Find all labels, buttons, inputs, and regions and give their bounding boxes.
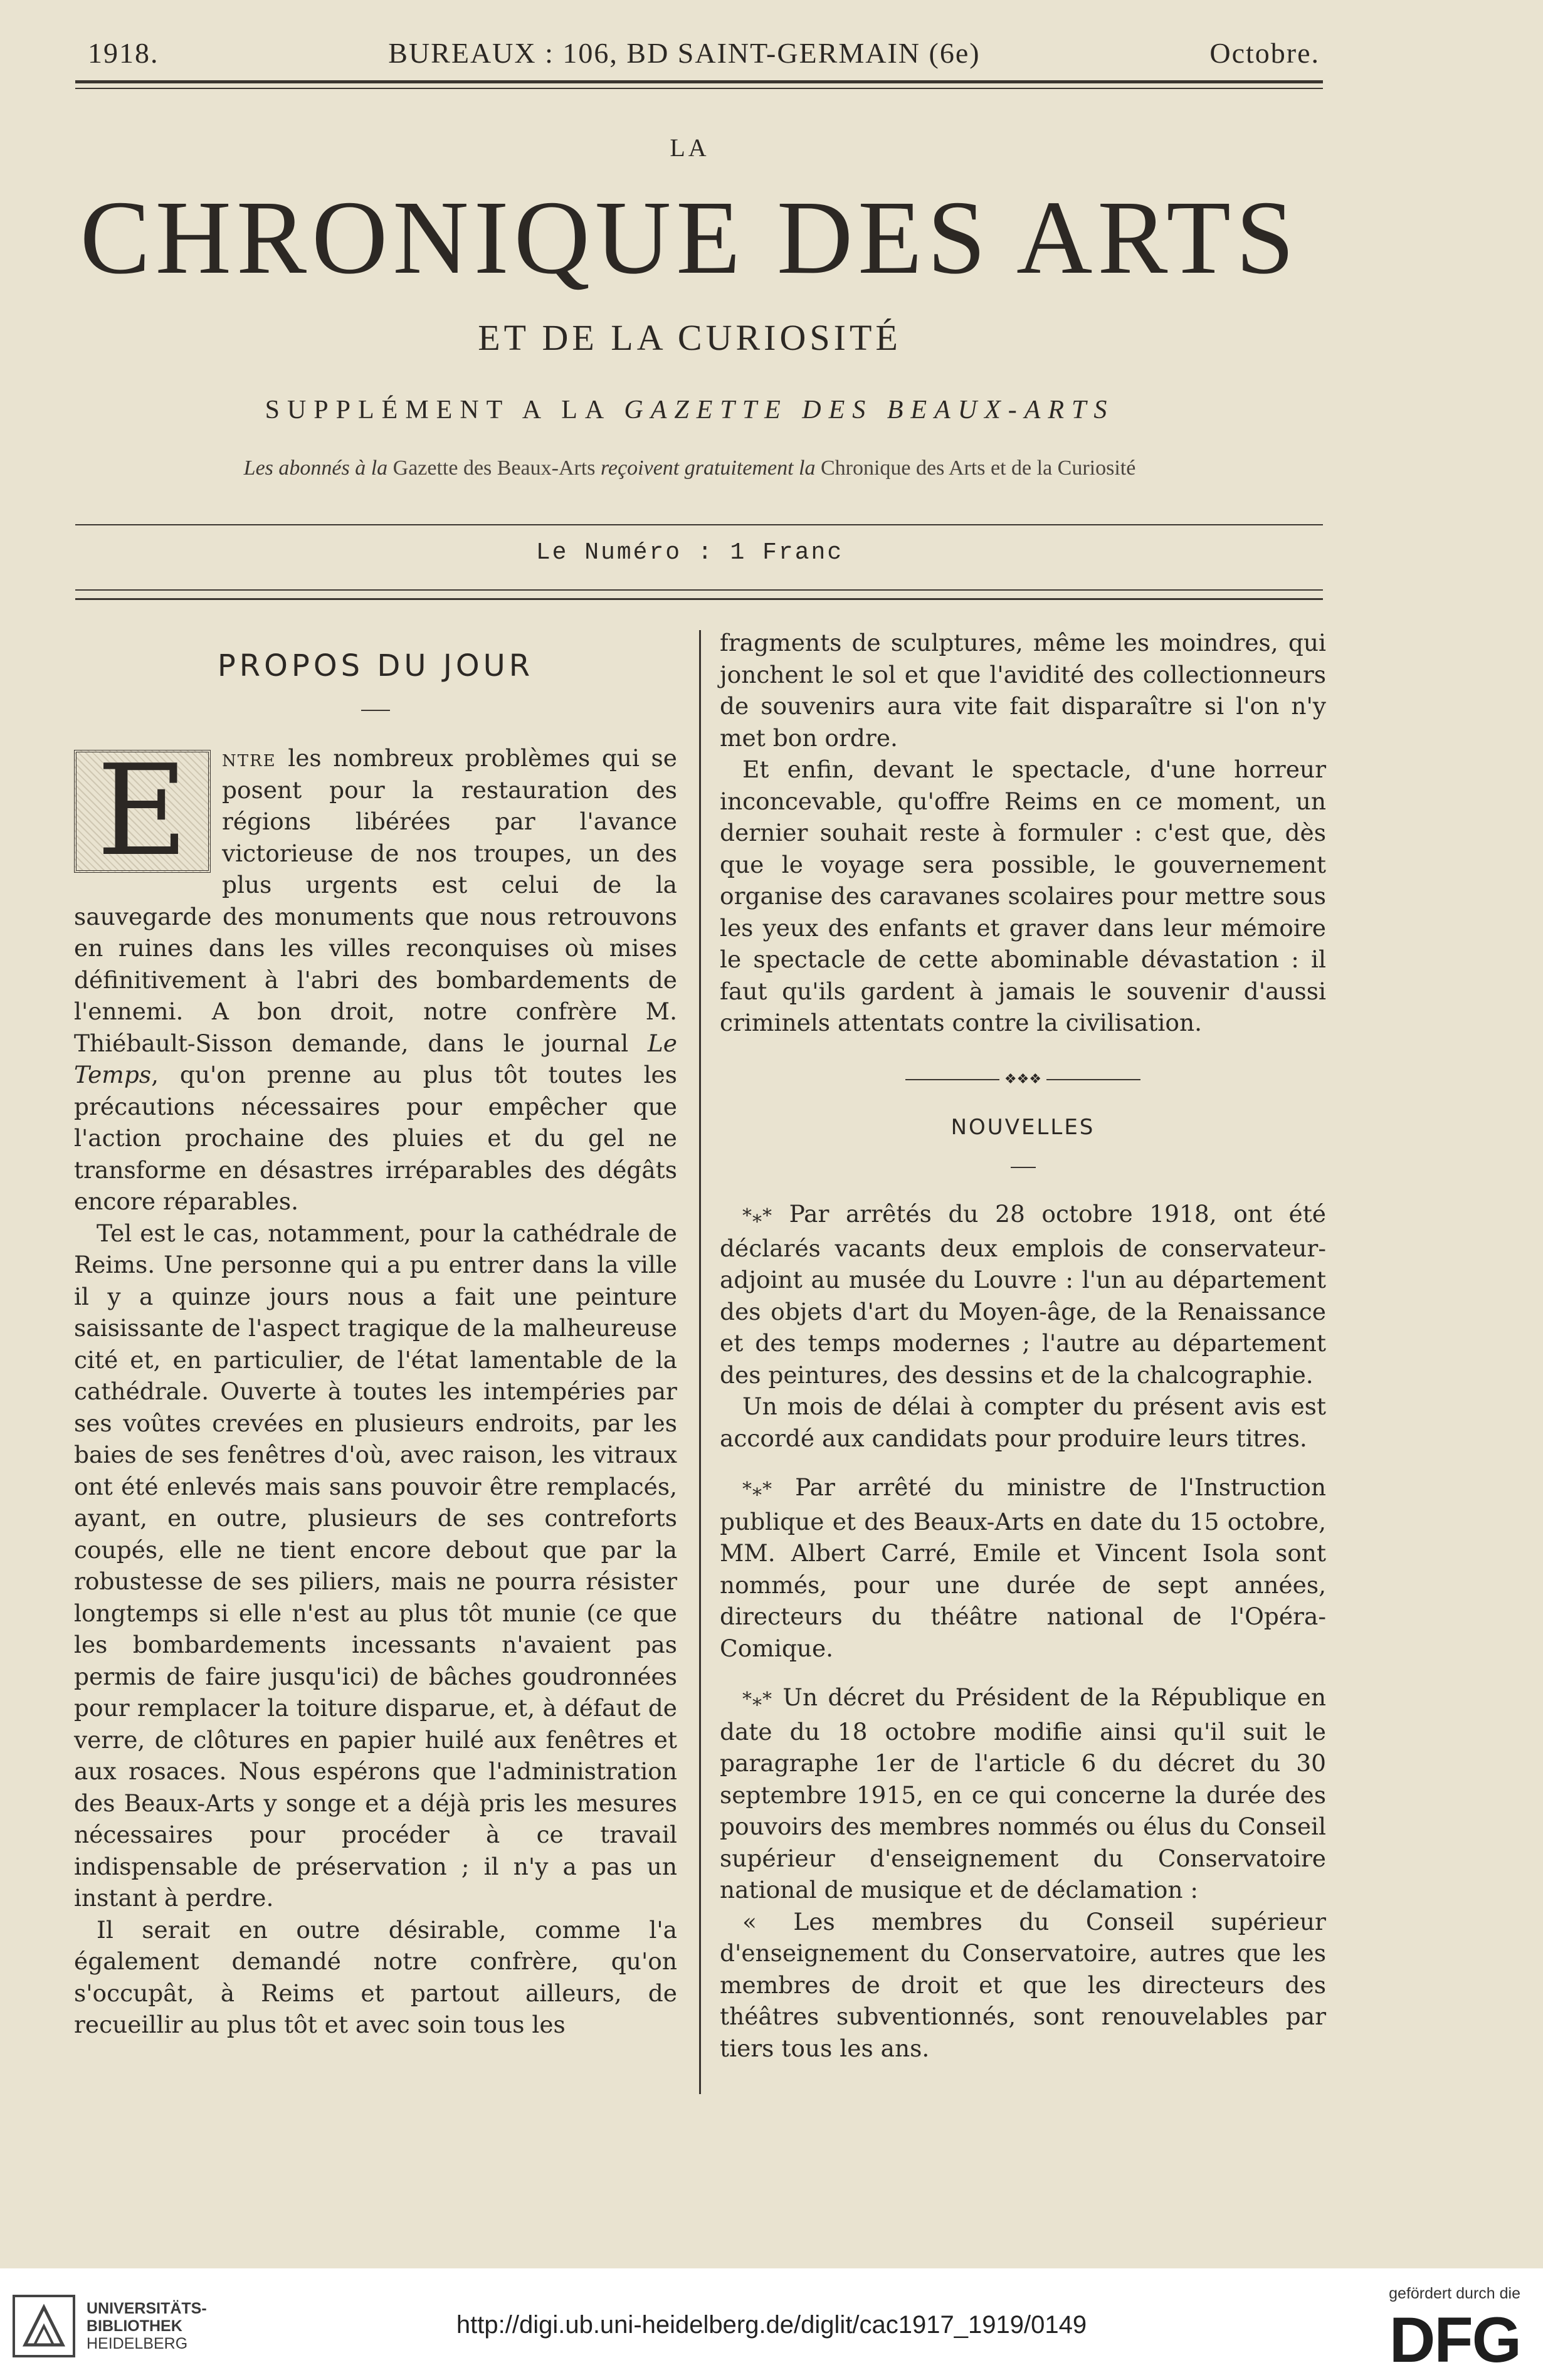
- header-line: [88, 36, 1320, 70]
- left-column: [74, 627, 677, 2041]
- supplement-line: [0, 395, 1379, 425]
- uni-line-2: BIBLIOTHEK: [87, 2317, 182, 2335]
- news-item-3b: « Les membres du Conseil supérieur d'enseignement du Conservatoire, autres que les membres de droit et que les directeurs des théâtres subventionnés, sont renouvelables par tiers tous les ans.: [720, 1907, 1326, 2062]
- supplement-prefix: SUPPLÉMENT A LA: [265, 396, 610, 424]
- subscribers-note: [0, 456, 1379, 480]
- news-item-3: [720, 1682, 1326, 1906]
- journal-subtitle: ET DE LA CURIOSITÉ: [478, 317, 902, 358]
- news-item-1-text: Par arrêtés du 28 octobre 1918, ont été déclarés vacants deux emplois de conservateur-adjoint au musée du Louvre : l'un au département des objets d'art du Moyen-âge, de la Renaissance et des temps modernes ; l'autre au département des peintures, des dessins et de la chalcographie.: [720, 1200, 1327, 1389]
- ornament-line-right: [1046, 1079, 1140, 1080]
- digitization-footer: [0, 2268, 1543, 2380]
- journal-name: Le Temps: [74, 1029, 677, 1088]
- dropcap-letter: E: [97, 738, 188, 884]
- right-column: [720, 627, 1326, 2064]
- top-rule: [75, 80, 1323, 83]
- dropcap-ornament: [74, 738, 211, 884]
- asterism-3: *⁎*: [742, 1688, 772, 1710]
- ornament-line-left: [905, 1079, 999, 1080]
- issue-month: Octobre.: [1209, 37, 1320, 69]
- propos-paragraph-5: Et enfin, devant le spectacle, d'une horreur inconcevable, qu'offre Reims en ce moment, un dernier souhait reste à formuler : c'est que, dès que le voyage sera possible, le gouvernement organise des caravanes scolaires pour mettre sous les yeux des enfants et graver dans leur mémoire le spectacle de cette abominable dévastation : il faut qu'ils gardent à jamais le souvenir d'aussi criminels attentats contre la civilisation.: [720, 756, 1326, 1036]
- subscribers-part-3: reçoivent gratuitement la: [601, 456, 816, 480]
- subscribers-part-4: Chronique des Arts et de la Curiosité: [820, 456, 1136, 480]
- propos-heading: PROPOS DU JOUR: [217, 648, 534, 683]
- asterism-2: *⁎*: [742, 1478, 772, 1500]
- subscribers-part-1: Les abonnés à la: [243, 456, 388, 480]
- propos-paragraph-4: fragments de sculptures, même les moindres, qui jonchent le sol et que l'avidité des collectionneurs de souvenirs aura vite fait disparaître si l'on n'y met bon ordre.: [720, 629, 1326, 752]
- heading-dash: [361, 710, 390, 711]
- ornament-flourish: ❖❖❖: [1004, 1071, 1042, 1087]
- price-rule-bottom: [75, 589, 1323, 591]
- price-rule-bottom-2: [75, 598, 1323, 600]
- uni-line-1: UNIVERSITÄTS-: [87, 2300, 207, 2317]
- dropcap-continuation: ntre: [222, 744, 276, 772]
- nouvelles-dash: [1011, 1167, 1036, 1168]
- journal-title: CHRONIQUE DES ARTS: [80, 179, 1300, 296]
- news-item-1: [720, 1198, 1326, 1391]
- news-item-2-text: Par arrêté du ministre de l'Instruction publique et des Beaux-Arts en date du 15 octobre, MM. Albert Carré, Emile et Vincent Isola sont nommés, pour une durée de sept années, directeurs du théâtre national de l'Opéra-Comique.: [720, 1473, 1326, 1662]
- issue-year: 1918.: [88, 37, 159, 69]
- propos-paragraph-1: [74, 738, 677, 1218]
- title-article: LA: [670, 134, 710, 162]
- dfg-logo: DFG: [1389, 2304, 1520, 2376]
- section-ornament: [720, 1064, 1326, 1096]
- propos-paragraph-2: Tel est le cas, notamment, pour la cathédrale de Reims. Une personne qui a pu entrer dans la ville il y a quinze jours nous a fait une peinture saisissante de l'aspect tragique de la malheureuse cité et, en particulier, de l'état lamentable de la cathédrale. Ouverte à toutes les intempéries par ses voûtes crevées en plusieurs endroits, par les baies de ses fenêtres d'où, avec raison, les vitraux ont été enlevés mais sans pouvoir être remplacés, ayant, en outre, plusieurs de ses contreforts coupés, elle ne tient encore debout que par la robustesse de ses piliers, mais ne pourra résister longtemps si elle n'est au plus tôt munie (ce que les bombardements incessants n'avaient pas permis de faire jusqu'ici) de bâches goudronnées pour remplacer la toiture disparue, et, à défaut de verre, de clôtures en papier huilé aux fenêtres et aux rosaces. Nous espérons que l'administration des Beaux-Arts y songe et a déjà pris les mesures nécessaires pour procéder à ce travail indispensable de préservation ; il n'y a pas un instant à perdre.: [74, 1219, 677, 1912]
- asterism-1: *⁎*: [742, 1205, 772, 1227]
- propos-p1-b: , qu'on prenne au plus tôt toutes les précautions nécessaires pour empêcher que l'action prochaine des pluies et du gel ne transforme en désastres irréparables des dégâts encore réparables.: [74, 1061, 677, 1215]
- top-rule-thin: [75, 88, 1323, 89]
- news-item-1b: Un mois de délai à compter du présent avis est accordé aux candidats pour produire leurs titres.: [720, 1393, 1326, 1452]
- issue-price: Le Numéro : 1 Franc: [535, 539, 844, 566]
- subscribers-part-2: Gazette des Beaux-Arts: [392, 456, 596, 480]
- news-item-3-text: Un décret du Président de la République en date du 18 octobre modifie ainsi qu'il suit le paragraphe 1er de l'article 6 du décret du 30 septembre 1915, en ce qui concerne la durée des pouvoirs des membres nommés ou élus du Conseil supérieur d'enseignement du Conservatoire national de musique et de déclamation :: [720, 1683, 1326, 1903]
- news-item-2: [720, 1472, 1326, 1664]
- funded-by-label: gefördert durch die: [1389, 2285, 1520, 2302]
- supplement-journal: GAZETTE DES BEAUX-ARTS: [624, 396, 1115, 424]
- bureau-address: BUREAUX : 106, BD SAINT-GERMAIN (6e): [388, 37, 981, 69]
- price-rule-top: [75, 524, 1323, 525]
- column-divider: [699, 630, 701, 2094]
- propos-p1-a: les nombreux problèmes qui se posent pour la restauration des régions libérées par l'avance victorieuse de nos troupes, un des plus urgents est celui de la sauvegarde des monuments que nous retrouvons en ruines dans les villes reconquises où mises définitivement à l'abri des bombardements de l'ennemi. A bon droit, notre confrère M. Thiébault-Sisson demande, dans le journal: [74, 744, 677, 1057]
- uni-line-3: HEIDELBERG: [87, 2335, 188, 2352]
- source-url-link[interactable]: http://digi.ub.uni-heidelberg.de/diglit/cac1917_1919/0149: [456, 2311, 1087, 2339]
- nouvelles-heading: NOUVELLES: [951, 1115, 1095, 1140]
- propos-paragraph-3: Il serait en outre désirable, comme l'a également demandé notre confrère, qu'on s'occupât, à Reims et partout ailleurs, de recueillir au plus tôt et avec soin tous les: [74, 1915, 677, 2038]
